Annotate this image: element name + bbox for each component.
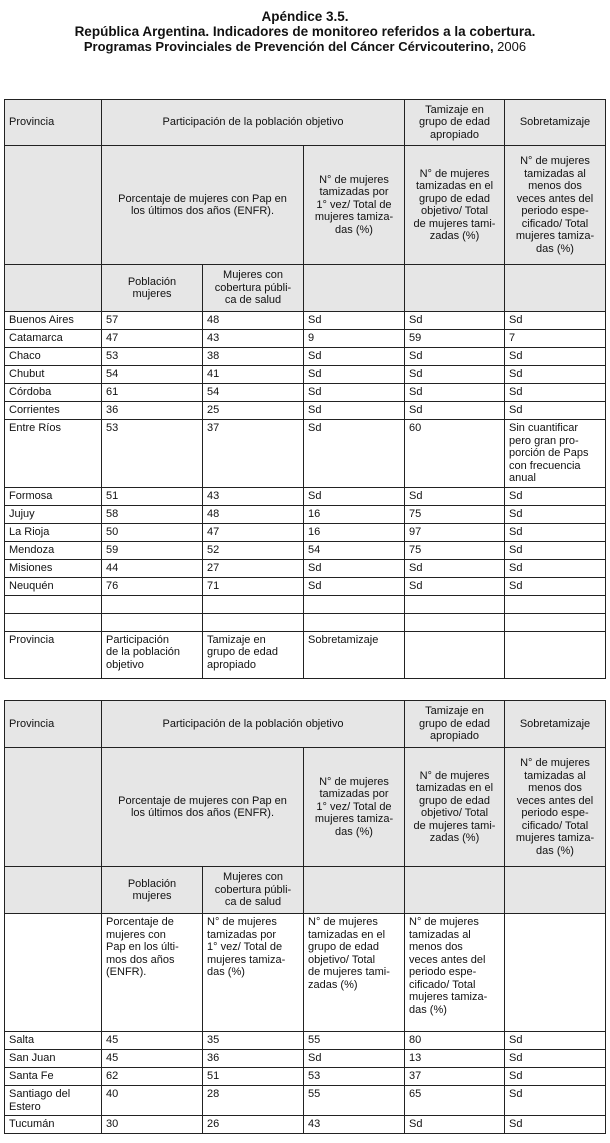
table-row	[5, 559, 606, 577]
value-cell: Sd	[405, 384, 505, 402]
value-cell: 50	[102, 523, 203, 541]
desc-primera-vez: N° de mujeres tamizadas por 1° vez/ Total de mujeres tamiza- das (%)	[203, 914, 304, 1032]
value-cell: Sd	[505, 1068, 606, 1086]
value-cell: 51	[102, 487, 203, 505]
empty-cell	[304, 613, 405, 631]
value-cell: 43	[203, 487, 304, 505]
footer-provincia: Provincia	[5, 631, 102, 678]
value-cell: 47	[203, 523, 304, 541]
value-cell: 62	[102, 1068, 203, 1086]
value-cell: 48	[203, 312, 304, 330]
header-sobretamizaje: Sobretamizaje	[505, 100, 606, 146]
value-cell: Sd	[405, 559, 505, 577]
value-cell: 65	[405, 1086, 505, 1116]
value-cell: Sd	[505, 402, 606, 420]
value-cell: 60	[405, 420, 505, 488]
value-cell: 45	[102, 1032, 203, 1050]
value-cell: 36	[102, 402, 203, 420]
table-row	[5, 312, 606, 330]
value-cell: Sd	[405, 402, 505, 420]
table-row	[5, 384, 606, 402]
value-cell: Sd	[405, 487, 505, 505]
value-cell: 38	[203, 348, 304, 366]
header-participacion: Participación de la población objetivo	[102, 100, 405, 146]
value-cell: Sd	[405, 348, 505, 366]
empty-cell	[505, 613, 606, 631]
indicators-table-2	[4, 700, 606, 1134]
empty-cell	[102, 613, 203, 631]
empty-cell	[102, 595, 203, 613]
value-cell: Sd	[405, 366, 505, 384]
table-row	[5, 1068, 606, 1086]
value-cell: 40	[102, 1086, 203, 1116]
value-cell: Sd	[304, 384, 405, 402]
value-cell: 75	[405, 541, 505, 559]
desc-dos-veces: N° de mujeres tamizadas al menos dos veces antes del periodo espe- cificado/ Total mujeres tamiza- das (%)	[405, 914, 505, 1032]
province-cell: Córdoba	[5, 384, 102, 402]
value-cell: Sd	[505, 1086, 606, 1116]
empty-cell	[505, 595, 606, 613]
province-cell: Chaco	[5, 348, 102, 366]
empty-cell	[505, 914, 606, 1032]
value-cell: 37	[405, 1068, 505, 1086]
header-porcentaje-pap: Porcentaje de mujeres con Pap en los últimos dos años (ENFR).	[102, 146, 304, 265]
title-year: 2006	[493, 39, 527, 54]
header-blank	[405, 867, 505, 914]
table-row	[5, 348, 606, 366]
header-blank	[5, 265, 102, 312]
value-cell: 97	[405, 523, 505, 541]
header-blank	[5, 748, 102, 867]
province-cell: Formosa	[5, 487, 102, 505]
value-cell: 80	[405, 1032, 505, 1050]
header-blank	[304, 867, 405, 914]
value-cell: 41	[203, 366, 304, 384]
value-cell: Sd	[304, 312, 405, 330]
footer-sobretamizaje: Sobretamizaje	[304, 631, 405, 678]
header-sobretamizaje: Sobretamizaje	[505, 701, 606, 748]
value-cell: Sd	[304, 577, 405, 595]
header-n-grupo-edad: N° de mujeres tamizadas en el grupo de edad objetivo/ Total de mujeres tami- zadas (%)	[405, 146, 505, 265]
empty-cell	[203, 613, 304, 631]
value-cell: 75	[405, 505, 505, 523]
value-cell: Sd	[304, 420, 405, 488]
table-row	[5, 402, 606, 420]
province-cell: Santa Fe	[5, 1068, 102, 1086]
value-cell: Sd	[505, 384, 606, 402]
value-cell: Sd	[304, 366, 405, 384]
value-cell: 53	[102, 420, 203, 488]
value-cell: Sd	[304, 487, 405, 505]
province-cell: Tucumán	[5, 1116, 102, 1134]
header-blank	[505, 867, 606, 914]
header-n-dos-veces: N° de mujeres tamizadas al menos dos veces antes del periodo espe- cificado/ Total mujeres tamiza- das (%)	[505, 748, 606, 867]
value-cell: 59	[405, 330, 505, 348]
value-cell: 59	[102, 541, 203, 559]
value-cell: Sd	[505, 523, 606, 541]
table-row	[5, 505, 606, 523]
value-cell: 71	[203, 577, 304, 595]
value-cell: Sd	[505, 559, 606, 577]
province-cell: Chubut	[5, 366, 102, 384]
empty-cell	[505, 631, 606, 678]
indicators-table-1	[4, 99, 606, 679]
header-participacion: Participación de la población objetivo	[102, 701, 405, 748]
value-cell: 9	[304, 330, 405, 348]
header-blank	[304, 265, 405, 312]
value-cell: 43	[304, 1116, 405, 1134]
appendix-number: Apéndice 3.5.	[261, 9, 349, 24]
header-poblacion-mujeres: Población mujeres	[102, 265, 203, 312]
value-cell: 54	[203, 384, 304, 402]
province-cell: Catamarca	[5, 330, 102, 348]
table-row	[5, 541, 606, 559]
value-cell: Sd	[405, 1116, 505, 1134]
value-cell: 45	[102, 1050, 203, 1068]
desc-grupo-edad: N° de mujeres tamizadas en el grupo de edad objetivo/ Total de mujeres tami- zadas (%)	[304, 914, 405, 1032]
document-title	[0, 9, 610, 54]
province-cell: Mendoza	[5, 541, 102, 559]
value-cell: 55	[304, 1086, 405, 1116]
header-provincia: Provincia	[5, 100, 102, 146]
value-cell: 76	[102, 577, 203, 595]
value-cell: 27	[203, 559, 304, 577]
value-cell: 13	[405, 1050, 505, 1068]
value-cell: 48	[203, 505, 304, 523]
value-cell: 54	[304, 541, 405, 559]
value-cell: 26	[203, 1116, 304, 1134]
value-cell: Sd	[304, 402, 405, 420]
value-cell: Sd	[505, 1032, 606, 1050]
table-row	[5, 1116, 606, 1134]
header-blank	[405, 265, 505, 312]
table-row	[5, 487, 606, 505]
province-cell: Neuquén	[5, 577, 102, 595]
province-cell: Entre Ríos	[5, 420, 102, 488]
value-cell: 7	[505, 330, 606, 348]
desc-porcentaje: Porcentaje de mujeres con Pap en los últi- mos dos años (ENFR).	[102, 914, 203, 1032]
value-cell: Sin cuantificar pero gran pro- porción de Paps con frecuencia anual	[505, 420, 606, 488]
table-row	[5, 1050, 606, 1068]
province-cell: Buenos Aires	[5, 312, 102, 330]
value-cell: Sd	[505, 348, 606, 366]
empty-cell	[405, 631, 505, 678]
table-row	[5, 577, 606, 595]
value-cell: 28	[203, 1086, 304, 1116]
value-cell: Sd	[405, 577, 505, 595]
table-row	[5, 330, 606, 348]
value-cell: Sd	[304, 559, 405, 577]
value-cell: 53	[304, 1068, 405, 1086]
value-cell: 35	[203, 1032, 304, 1050]
header-cobertura-publica: Mujeres con cobertura públi- ca de salud	[203, 867, 304, 914]
header-n-dos-veces: N° de mujeres tamizadas al menos dos veces antes del periodo espe- cificado/ Total mujeres tamiza- das (%)	[505, 146, 606, 265]
empty-cell	[5, 595, 102, 613]
value-cell: 36	[203, 1050, 304, 1068]
empty-cell	[5, 613, 102, 631]
header-n-primera-vez: N° de mujeres tamizadas por 1° vez/ Total de mujeres tamiza- das (%)	[304, 146, 405, 265]
header-tamizaje-grupo: Tamizaje en grupo de edad apropiado	[405, 701, 505, 748]
empty-cell	[203, 595, 304, 613]
table-row	[5, 420, 606, 488]
value-cell: 37	[203, 420, 304, 488]
value-cell: Sd	[505, 1050, 606, 1068]
value-cell: 25	[203, 402, 304, 420]
province-cell: Jujuy	[5, 505, 102, 523]
title-line-3: Programas Provinciales de Prevención del Cáncer Cérvicouterino, 2006	[83, 39, 527, 54]
table-row	[5, 366, 606, 384]
value-cell: 44	[102, 559, 203, 577]
header-porcentaje-pap: Porcentaje de mujeres con Pap en los últimos dos años (ENFR).	[102, 748, 304, 867]
value-cell: Sd	[505, 366, 606, 384]
value-cell: 58	[102, 505, 203, 523]
value-cell: 16	[304, 505, 405, 523]
table-row	[5, 523, 606, 541]
header-poblacion-mujeres: Población mujeres	[102, 867, 203, 914]
province-cell: Corrientes	[5, 402, 102, 420]
value-cell: Sd	[505, 541, 606, 559]
empty-cell	[405, 613, 505, 631]
value-cell: Sd	[505, 487, 606, 505]
value-cell: 54	[102, 366, 203, 384]
empty-cell	[5, 914, 102, 1032]
header-n-primera-vez: N° de mujeres tamizadas por 1° vez/ Total de mujeres tamiza- das (%)	[304, 748, 405, 867]
value-cell: Sd	[505, 312, 606, 330]
value-cell: 57	[102, 312, 203, 330]
header-blank	[5, 146, 102, 265]
footer-participacion: Participación de la población objetivo	[102, 631, 203, 678]
table-row	[5, 1032, 606, 1050]
value-cell: 52	[203, 541, 304, 559]
value-cell: 61	[102, 384, 203, 402]
value-cell: 55	[304, 1032, 405, 1050]
value-cell: 43	[203, 330, 304, 348]
province-cell: Misiones	[5, 559, 102, 577]
empty-cell	[304, 595, 405, 613]
province-cell: Salta	[5, 1032, 102, 1050]
header-tamizaje-grupo: Tamizaje en grupo de edad apropiado	[405, 100, 505, 146]
value-cell: 16	[304, 523, 405, 541]
province-cell: La Rioja	[5, 523, 102, 541]
value-cell: Sd	[304, 348, 405, 366]
value-cell: Sd	[505, 577, 606, 595]
header-blank	[505, 265, 606, 312]
value-cell: Sd	[405, 312, 505, 330]
value-cell: Sd	[304, 1050, 405, 1068]
province-cell: Santiago del Estero	[5, 1086, 102, 1116]
header-n-grupo-edad: N° de mujeres tamizadas en el grupo de edad objetivo/ Total de mujeres tami- zadas (%)	[405, 748, 505, 867]
value-cell: Sd	[505, 505, 606, 523]
value-cell: 30	[102, 1116, 203, 1134]
value-cell: 53	[102, 348, 203, 366]
table-row	[5, 1086, 606, 1116]
title-line-2: República Argentina. Indicadores de monitoreo referidos a la cobertura.	[74, 24, 536, 39]
value-cell: 51	[203, 1068, 304, 1086]
header-blank	[5, 867, 102, 914]
value-cell: Sd	[505, 1116, 606, 1134]
header-provincia: Provincia	[5, 701, 102, 748]
province-cell: San Juan	[5, 1050, 102, 1068]
value-cell: 47	[102, 330, 203, 348]
header-cobertura-publica: Mujeres con cobertura públi- ca de salud	[203, 265, 304, 312]
footer-tamizaje: Tamizaje en grupo de edad apropiado	[203, 631, 304, 678]
empty-cell	[405, 595, 505, 613]
